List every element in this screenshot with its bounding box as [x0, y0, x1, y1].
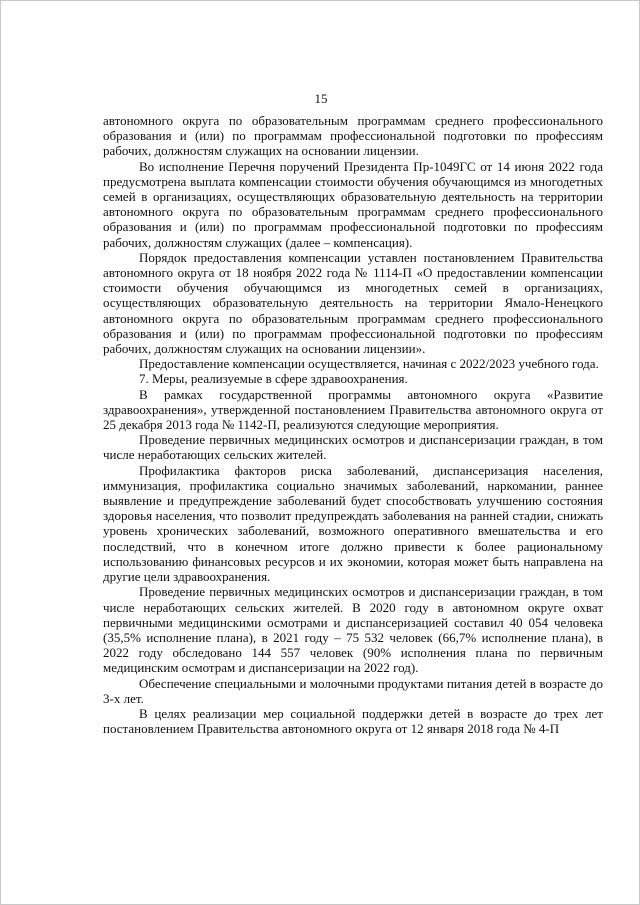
paragraph: Обеспечение специальными и молочными продуктами питания детей в возрасте до 3-х лет. — [103, 675, 603, 706]
paragraph: В рамках государственной программы автономного округа «Развитие здравоохранения», утвержденной постановлением Правительства автономного округа от 25 декабря 2013 года № 1142-П, реализуются следующие мероприятия. — [103, 386, 603, 433]
page-number: 15 — [314, 91, 328, 106]
paragraph: Предоставление компенсации осуществляется, начиная с 2022/2023 учебного года. — [139, 356, 599, 372]
paragraph: Проведение первичных медицинских осмотров и диспансеризации граждан, в том числе неработающих сельских жителей. — [103, 432, 603, 463]
paragraph: Во исполнение Перечня поручений Президента Пр-1049ГС от 14 июня 2022 года предусмотрена выплата компенсации стоимости обучения обучающимся из многодетных семей в организациях, осуществляющих образовательную деятельность на территории автономного округа по образовательным программам среднего профессионального образования и (или) по программам профессиональной подготовки по профессиям рабочих, должностям служащих (далее – компенсация). — [103, 158, 603, 250]
paragraph: Проведение первичных медицинских осмотров и диспансеризации граждан, в том числе неработающих сельских жителей. В 2020 году в автономном округе охват первичными медицинскими осмотрами и диспансеризацией составил 40 054 человека (35,5% исполнение плана), в 2021 году – 75 532 человек (66,7% исполнение плана), в 2022 году обследовано 144 557 человек (90% исполнения плана по первичным медицинским осмотрам и диспансеризации на 2022 год). — [103, 584, 603, 676]
paragraph: Профилактика факторов риска заболеваний, диспансеризация населения, иммунизация, профилактика социально значимых заболеваний, наркомании, раннее выявление и предупреждение заболеваний будет способствовать улучшению состояния здоровья населения, что позволит предупреждать заболевания на ранней стадии, снижать уровень хронических заболеваний, возможного оперативного вмешательства и его последствий, что в конечном итоге должно привести к более рациональному использованию финансовых ресурсов и их экономии, которая может быть направлена на другие цели здравоохранения. — [103, 462, 603, 585]
section-heading: 7. Меры, реализуемые в сфере здравоохранения. — [139, 371, 408, 387]
paragraph: Порядок предоставления компенсации уставлен постановлением Правительства автономного округа от 18 ноября 2022 года № 1114-П «О предоставлении компенсации стоимости обучения обучающимся из многодетных семей в организациях, осуществляющих образовательную деятельность на территории Ямало-Ненецкого автономного округа по образовательным программам среднего профессионального образования и (или) по программам профессиональной подготовки по профессиям рабочих, должностям служащих на основании лицензии». — [103, 249, 603, 357]
document-body — [103, 113, 603, 736]
paragraph: автономного округа по образовательным программам среднего профессионального образования и (или) по программам профессиональной подготовки по профессиям рабочих, должностям служащих на основании лицензии. — [103, 113, 603, 159]
paragraph: В целях реализации мер социальной поддержки детей в возрасте до трех лет постановлением Правительства автономного округа от 12 января 2018 года № 4-П — [103, 705, 603, 737]
